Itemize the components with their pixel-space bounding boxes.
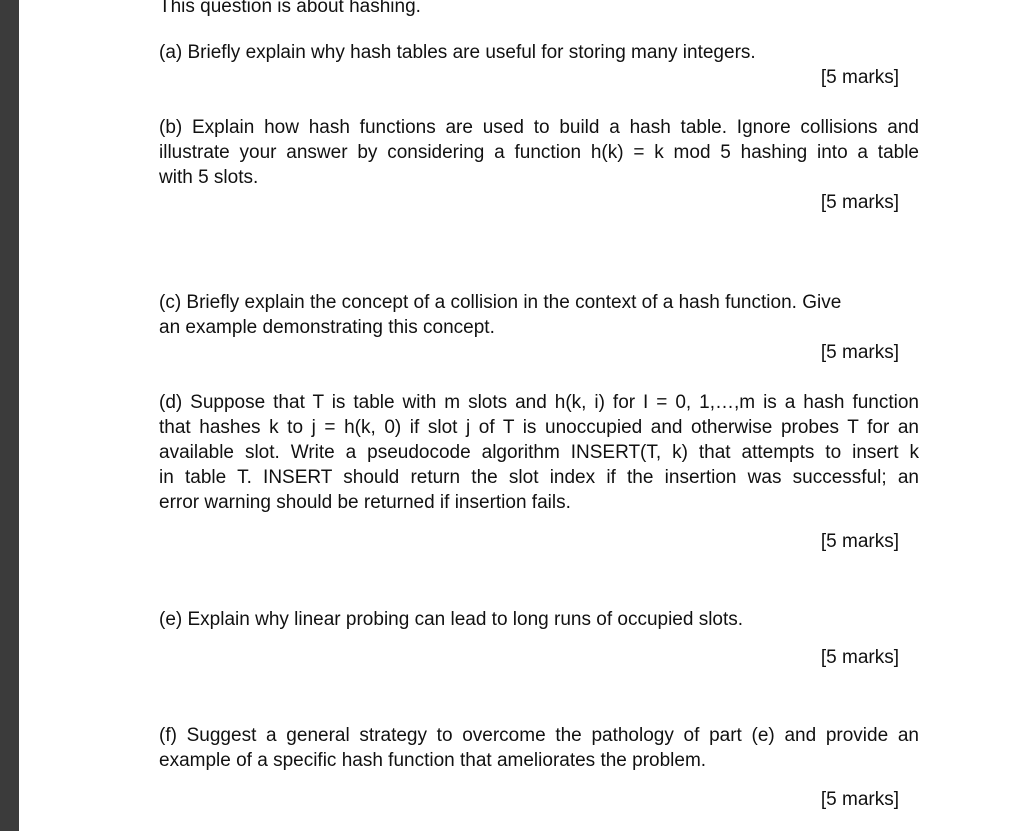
question-b-marks: [5 marks] xyxy=(820,192,899,213)
question-a-marks: [5 marks] xyxy=(820,67,899,88)
question-e-line: (e) Explain why linear probing can lead to long runs of occupied slots. xyxy=(159,609,744,630)
intro-text: This question is about hashing. xyxy=(159,0,421,17)
question-d-line: available slot. Write a pseudocode algorithm INSERT(T, k) that attempts to insert k xyxy=(159,442,919,463)
question-b-line: with 5 slots. xyxy=(159,167,259,188)
question-b-line: illustrate your answer by considering a function h(k) = k mod 5 hashing into a table xyxy=(159,142,919,163)
viewer-side-bar xyxy=(0,0,19,831)
question-c-line: (c) Briefly explain the concept of a collision in the context of a hash function. Give xyxy=(159,292,842,313)
question-a-line: (a) Briefly explain why hash tables are useful for storing many integers. xyxy=(159,42,756,63)
document-page xyxy=(19,0,1010,831)
question-f-marks: [5 marks] xyxy=(820,789,899,810)
question-d-line: (d) Suppose that T is table with m slots and h(k, i) for I = 0, 1,…,m is a hash function xyxy=(159,392,919,413)
question-c-line: an example demonstrating this concept. xyxy=(159,317,495,338)
question-e-marks: [5 marks] xyxy=(820,647,899,668)
question-d-line: that hashes k to j = h(k, 0) if slot j of T is unoccupied and otherwise probes T for an xyxy=(159,417,919,438)
question-f-line: (f) Suggest a general strategy to overcome the pathology of part (e) and provide an xyxy=(159,725,919,746)
question-d-line: error warning should be returned if insertion fails. xyxy=(159,492,571,513)
question-b-line: (b) Explain how hash functions are used to build a hash table. Ignore collisions and xyxy=(159,117,919,138)
question-d-marks: [5 marks] xyxy=(820,531,899,552)
question-f-line: example of a specific hash function that ameliorates the problem. xyxy=(159,750,707,771)
question-c-marks: [5 marks] xyxy=(820,342,899,363)
question-d-line: in table T. INSERT should return the slot index if the insertion was successful; an xyxy=(159,467,919,488)
